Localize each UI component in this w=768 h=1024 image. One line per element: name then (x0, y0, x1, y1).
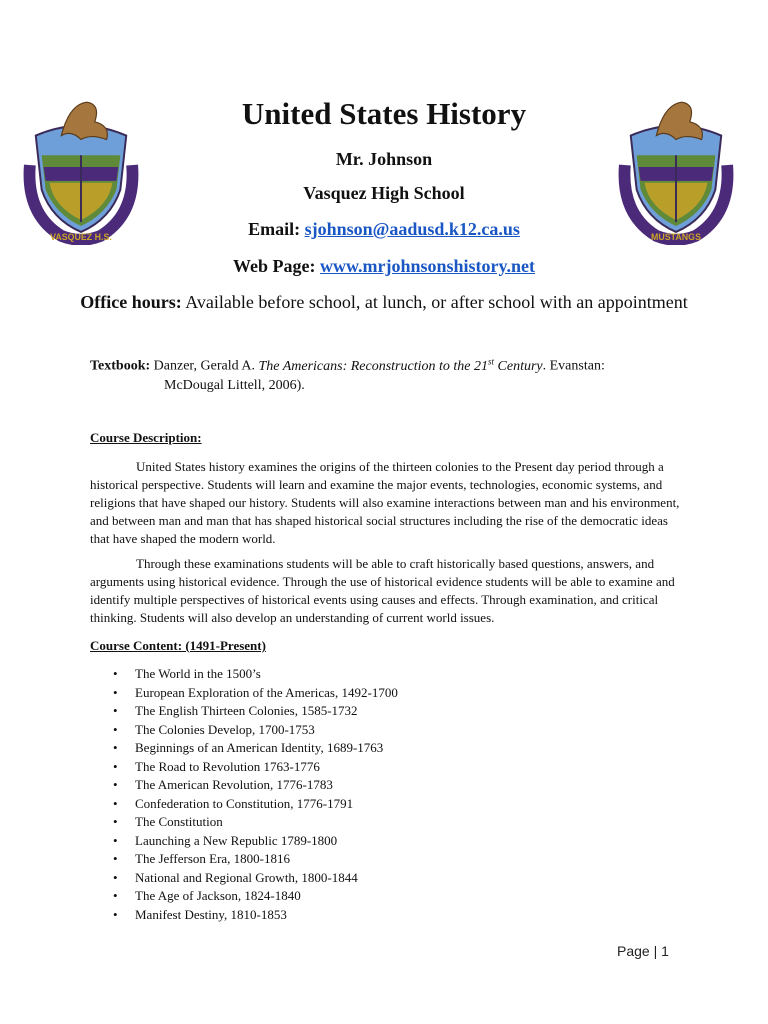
page-title: United States History (241, 96, 527, 131)
textbook-publisher: McDougal Littell, 2006). (164, 377, 305, 393)
email-link[interactable]: sjohnson@aadusd.k12.ca.us (304, 219, 520, 239)
course-content-item: • The English Thirteen Colonies, 1585-1732 (90, 702, 398, 721)
textbook-author: Danzer, Gerald A. (153, 358, 255, 374)
course-content-item: • The Colonies Develop, 1700-1753 (90, 721, 398, 740)
course-content-item: • Confederation to Constitution, 1776-1791 (90, 795, 398, 814)
course-content-item: • The American Revolution, 1776-1783 (90, 776, 398, 795)
page-number: Page | 1 (617, 943, 669, 959)
course-content-item: • The Constitution (90, 813, 398, 832)
office-hours (70, 289, 698, 315)
course-description-paragraph-1: United States history examines the origins of the thirteen colonies to the Present day period through a historical perspective. Students will learn and examine the major events, technologies, economic systems, and religions that have shaped our history. Students will also examine interactions between man and his environment, and between man and man that has shaped historical social structures including the rise of the democratic ideas that have shaped the modern world. (90, 459, 680, 546)
course-content-item: • The World in the 1500’s (90, 665, 398, 684)
course-content-item: • Manifest Destiny, 1810-1853 (90, 906, 398, 925)
textbook-citation (90, 352, 690, 395)
web-page-link[interactable]: www.mrjohnsonshistory.net (319, 256, 536, 276)
school-name: Vasquez High School (303, 183, 465, 203)
course-content-item: • Launching a New Republic 1789-1800 (90, 832, 398, 851)
office-hours-label: Office hours: (80, 292, 182, 312)
email-label: Email: (248, 219, 301, 239)
course-content-item: • The Age of Jackson, 1824-1840 (90, 887, 398, 906)
office-hours-text: Available before school, at lunch, or after school with an appointment (185, 292, 688, 312)
web-page-line (0, 256, 768, 277)
textbook-title: The Americans: Reconstruction to the 21st Century (258, 356, 543, 374)
course-content-list (90, 665, 398, 924)
svg-text:MUSTANGS: MUSTANGS (651, 231, 701, 242)
course-content-heading: Course Content: (1491-Present) (90, 638, 266, 653)
course-content-item: • The Jefferson Era, 1800-1816 (90, 850, 398, 869)
teacher-name: Mr. Johnson (335, 149, 433, 169)
email-line (0, 219, 768, 240)
web-page-label: Web Page: (232, 256, 316, 276)
textbook-label: Textbook: (90, 358, 151, 374)
textbook-publisher-start: . Evanstan: (542, 358, 605, 374)
svg-text:VASQUEZ H.S.: VASQUEZ H.S. (50, 231, 112, 242)
course-content-item: • The Road to Revolution 1763-1776 (90, 758, 398, 777)
course-description-paragraph-2: Through these examinations students will be able to craft historically based questions, answers, and arguments using historical evidence. Through the use of historical evidence students will be able to examine and identify multiple perspectives of historical events using causes and effects. Through examination, and critical thinking. Students will also develop an understanding of current world issues. (90, 556, 675, 625)
course-description-heading: Course Description: (90, 430, 202, 445)
course-content-item: • European Exploration of the Americas, 1492-1700 (90, 684, 398, 703)
course-content-item: • Beginnings of an American Identity, 1689-1763 (90, 739, 398, 758)
course-content-item: • National and Regional Growth, 1800-1844 (90, 869, 398, 888)
